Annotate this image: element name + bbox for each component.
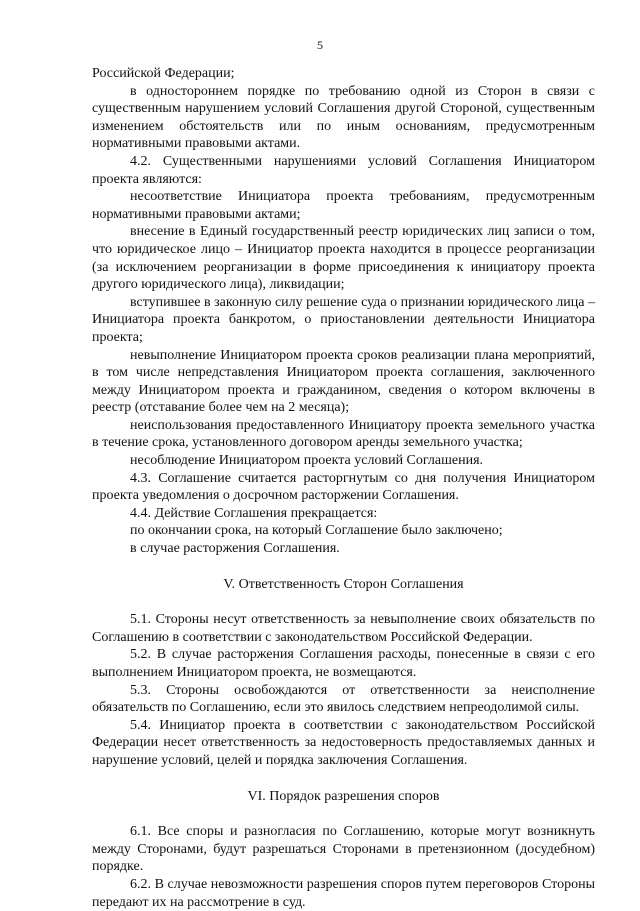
paragraph: внесение в Единый государственный реестр юридических лиц записи о том, что юридическое лицо – Инициатор проекта находится в процессе реорганизации (за исключением реорганизации в форме присоединения к инициатору проекта другого юридического лица), ликвидации; [92, 224, 595, 293]
paragraph: в одностороннем порядке по требованию одной из Сторон в связи с существенным нарушением условий Соглашения другой Стороной, существенным изменением обстоятельств или по иным основаниям, предусмотренным нормативными правовыми актами. [92, 83, 595, 152]
paragraph: по окончании срока, на который Соглашение было заключено; [130, 523, 503, 539]
paragraph: в случае расторжения Соглашения. [130, 541, 340, 557]
paragraph: 5.3. Стороны освобождаются от ответственности за неисполнение обязательств по Соглашению, если это явилось следствием непреодолимой силы. [92, 682, 595, 716]
paragraph: 6.1. Все споры и разногласия по Соглашению, которые могут возникнуть между Сторонами, будут разрешаться Сторонами в претензионном (досудебном) порядке. [92, 824, 595, 875]
paragraph: 6.2. В случае невозможности разрешения споров путем переговоров Стороны передают их на рассмотрение в суд. [92, 876, 595, 910]
section-title-liability: V. Ответственность Сторон Соглашения [223, 576, 464, 592]
page-number: 5 [317, 38, 323, 52]
paragraph: несоответствие Инициатора проекта требованиям, предусмотренным нормативными правовыми актами; [92, 189, 595, 222]
paragraph: неиспользования предоставленного Инициатору проекта земельного участка в течение срока, установленного договором аренды земельного участка; [92, 417, 595, 451]
paragraph: 5.4. Инициатор проекта в соответствии с законодательством Российской Федерации несет ответственность за недостоверность предоставляемых данных и нарушение условий, целей и порядка заключения Соглашения. [92, 717, 595, 768]
paragraph: Российской Федерации; [92, 66, 235, 81]
paragraph: вступившее в законную силу решение суда о признании юридического лица – Инициатора проекта банкротом, о приостановлении деятельности Инициатора проекта; [92, 294, 595, 345]
paragraph: 5.1. Стороны несут ответственность за невыполнение своих обязательств по Соглашению в соответствии с законодательством Российской Федерации. [92, 612, 595, 645]
paragraph: несоблюдение Инициатором проекта условий Соглашения. [130, 453, 484, 469]
paragraph: 5.2. В случае расторжения Соглашения расходы, понесенные в связи с его выполнением Инициатором проекта, не возмещаются. [92, 647, 595, 680]
paragraph: невыполнение Инициатором проекта сроков реализации плана мероприятий, в том числе непредставления Инициатором проекта соглашения, заключенного между Инициатором проекта и гражданином, сведения о котором включены в реестр (отставание более чем на 2 месяца); [92, 347, 595, 416]
document-body [92, 65, 595, 911]
paragraph: 4.3. Соглашение считается расторгнутым со дня получения Инициатором проекта уведомления о досрочном расторжении Соглашения. [92, 470, 595, 504]
section-title-disputes: VI. Порядок разрешения споров [247, 788, 440, 804]
paragraph: 4.4. Действие Соглашения прекращается: [130, 505, 378, 521]
paragraph: 4.2. Существенными нарушениями условий Соглашения Инициатором проекта являются: [92, 153, 595, 187]
